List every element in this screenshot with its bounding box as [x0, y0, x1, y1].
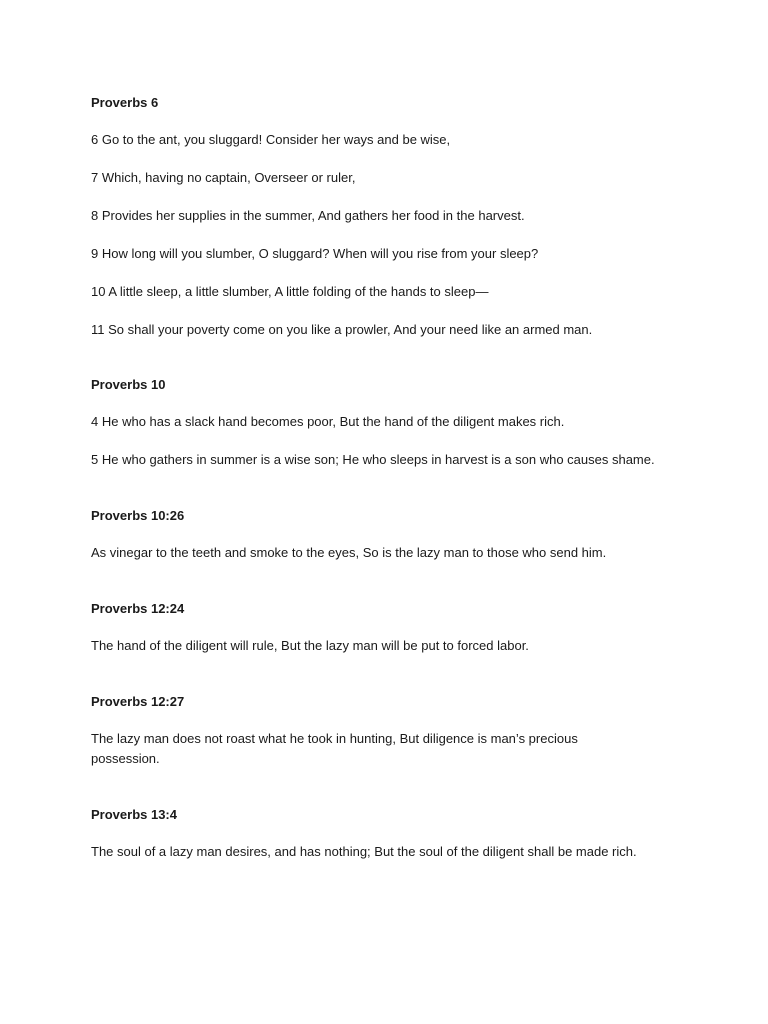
section-heading: Proverbs 12:27: [91, 694, 185, 709]
verse: 6 Go to the ant, you sluggard! Consider her ways and be wise,: [91, 132, 451, 147]
verse: 7 Which, having no captain, Overseer or ruler,: [91, 170, 356, 185]
verse: 4 He who has a slack hand becomes poor, But the hand of the diligent makes rich.: [91, 414, 565, 429]
verse: The soul of a lazy man desires, and has nothing; But the soul of the diligent shall be made rich.: [91, 844, 637, 859]
verse: The hand of the diligent will rule, But the lazy man will be put to forced labor.: [91, 638, 529, 653]
section-heading: Proverbs 10: [91, 377, 166, 392]
verse: 9 How long will you slumber, O sluggard? When will you rise from your sleep?: [91, 246, 539, 261]
verse: 10 A little sleep, a little slumber, A little folding of the hands to sleep—: [91, 284, 489, 299]
section-heading: Proverbs 12:24: [91, 601, 185, 616]
verse: 8 Provides her supplies in the summer, And gathers her food in the harvest.: [91, 208, 525, 223]
section-heading: Proverbs 6: [91, 95, 159, 110]
verse: The lazy man does not roast what he took in hunting, But diligence is man’s precious possession.: [91, 731, 578, 766]
document-page: [91, 94, 691, 862]
verse: 11 So shall your poverty come on you like a prowler, And your need like an armed man.: [91, 322, 593, 337]
verse: 5 He who gathers in summer is a wise son; He who sleeps in harvest is a son who causes shame.: [91, 452, 655, 467]
section-heading: Proverbs 10:26: [91, 508, 185, 523]
section-heading: Proverbs 13:4: [91, 807, 177, 822]
verse: As vinegar to the teeth and smoke to the eyes, So is the lazy man to those who send him.: [91, 545, 607, 560]
